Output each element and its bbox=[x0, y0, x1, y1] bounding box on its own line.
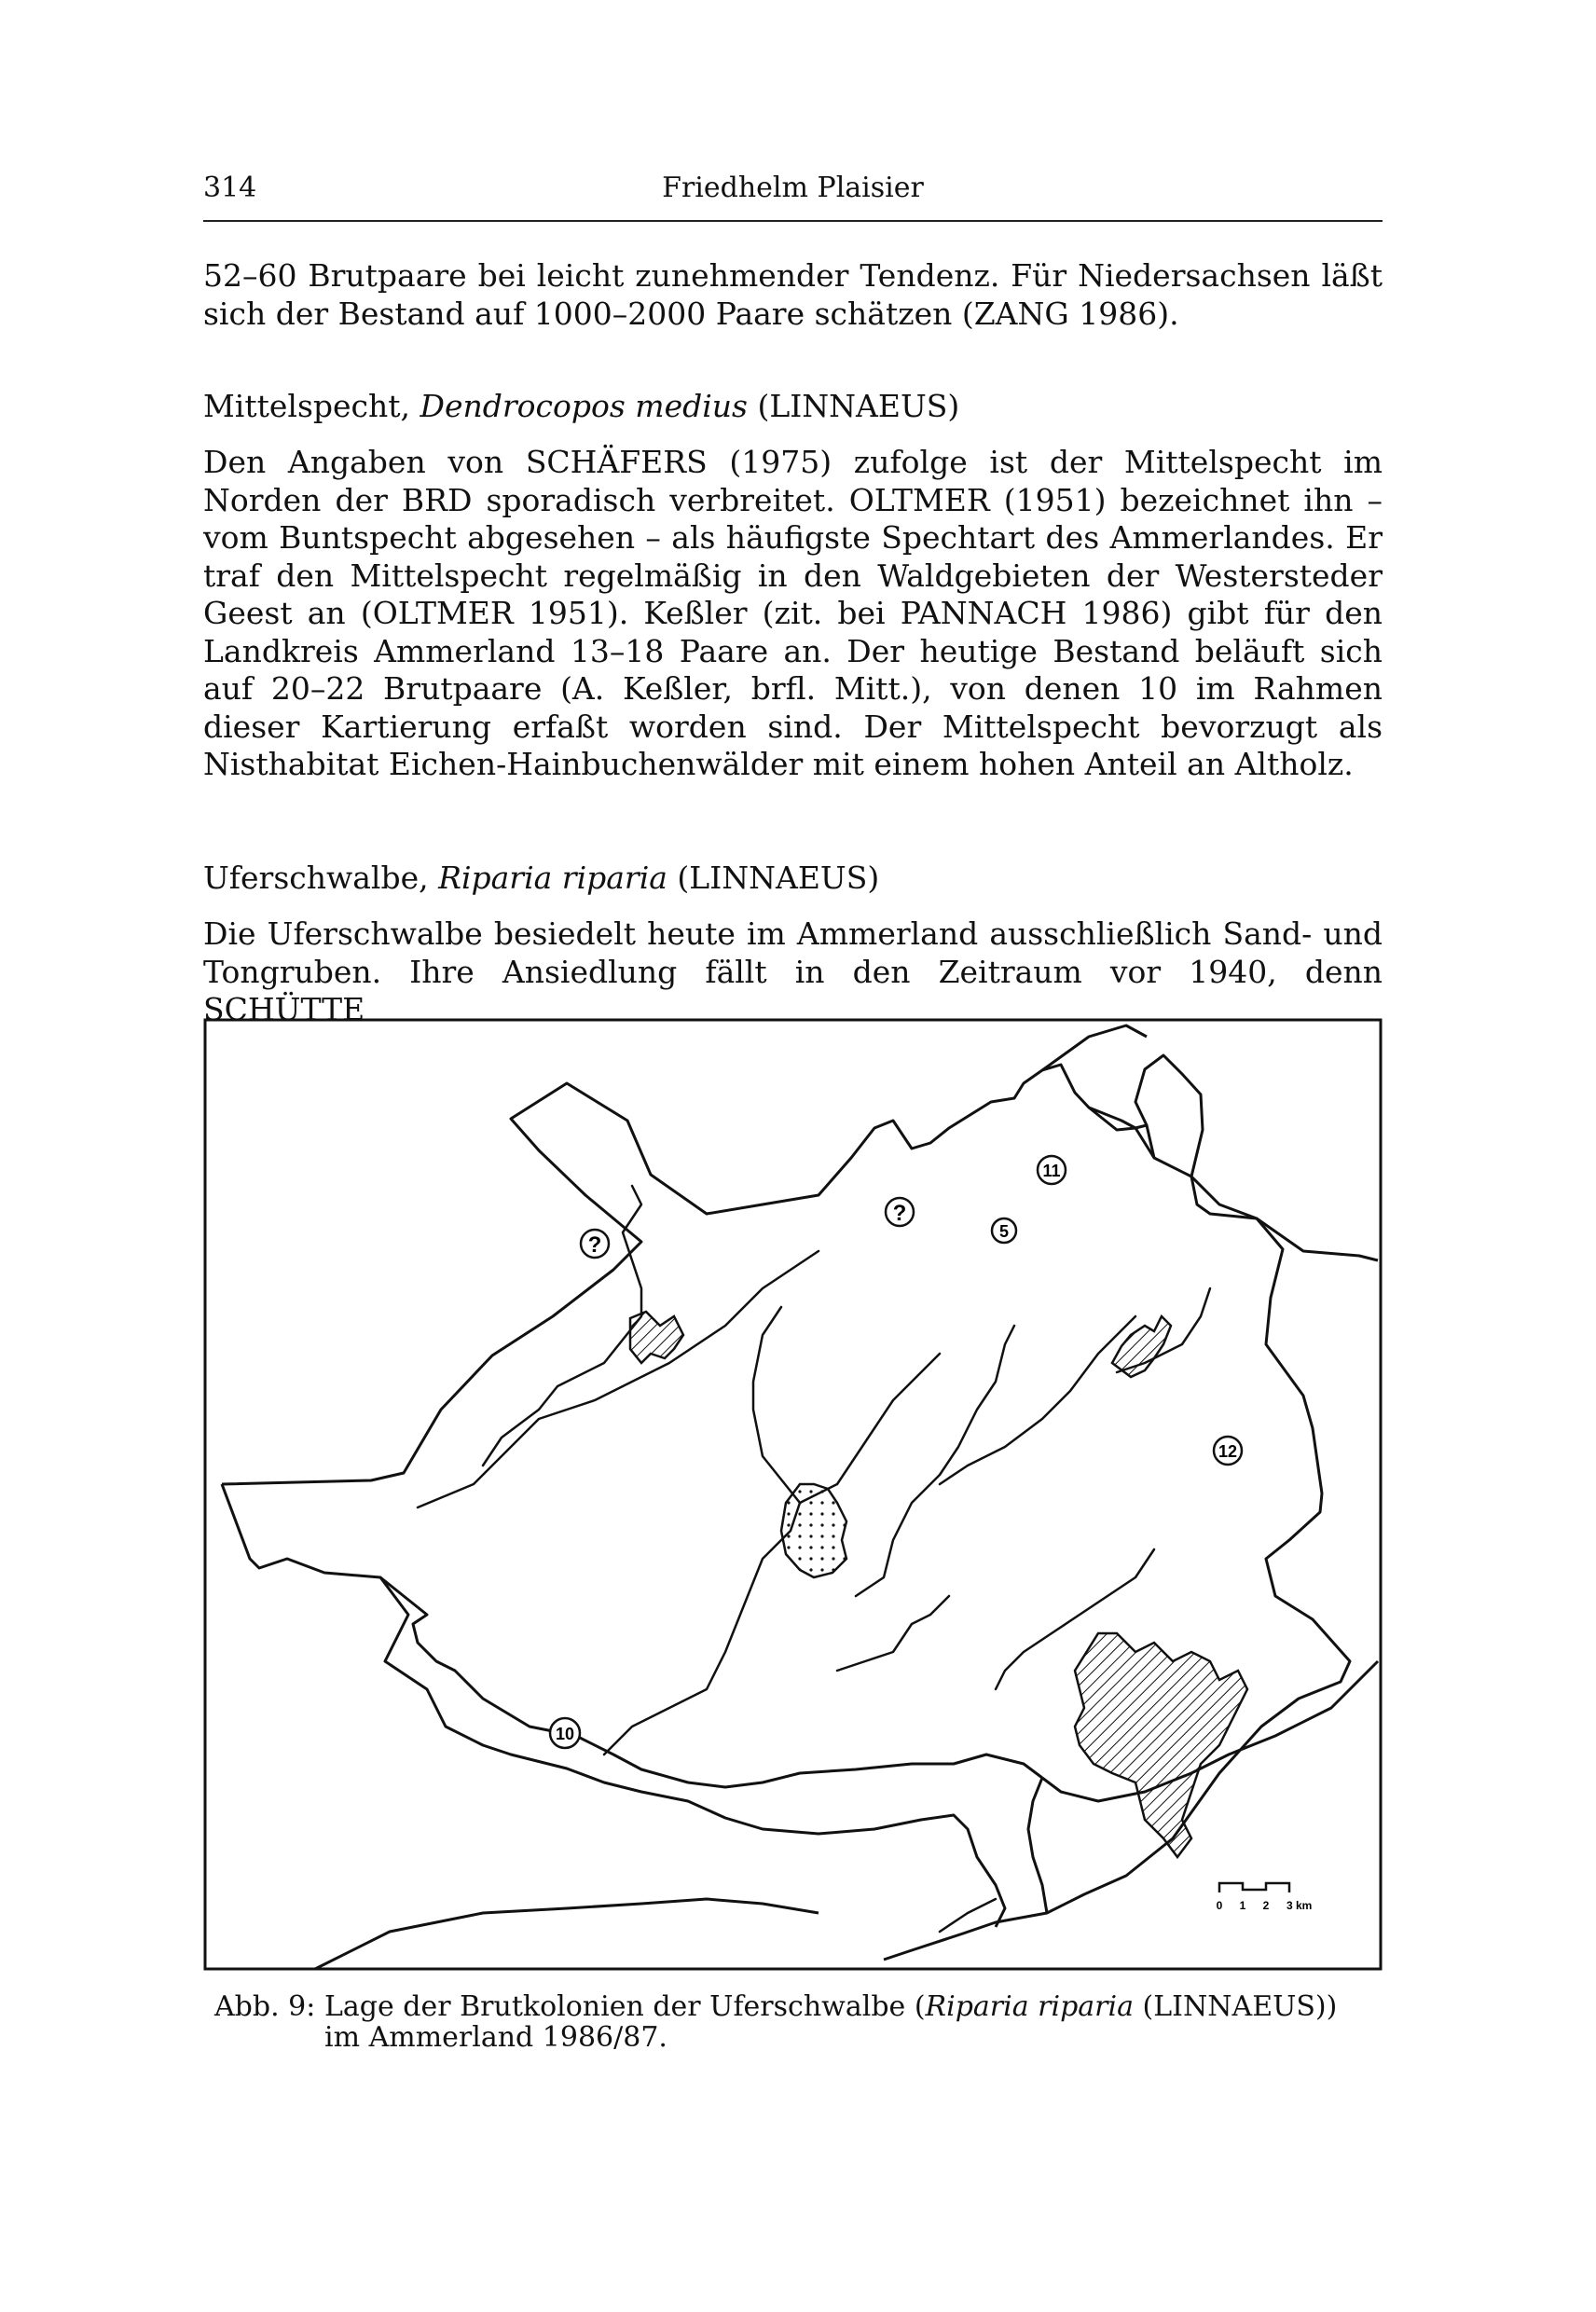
south-west-line bbox=[315, 1899, 819, 1969]
marker-5 bbox=[992, 1218, 1016, 1243]
marker-10 bbox=[550, 1718, 580, 1748]
species-latin-name: Riparia riparia bbox=[438, 860, 667, 896]
svg-text:?: ? bbox=[892, 1201, 907, 1226]
species-heading-uferschwalbe bbox=[203, 860, 1383, 897]
neighbour-boundary-east bbox=[1191, 1177, 1378, 1260]
neighbour-boundary-north bbox=[1042, 1025, 1147, 1070]
paragraph-uferschwalbe: Die Uferschwalbe besiedelt heute im Ammerland ausschließlich Sand- und Tongruben. Ihre Ansiedlung fällt in den Zeitraum vor 1940, denn SCHÜTTE bbox=[203, 915, 1383, 1027]
map-figure bbox=[203, 1018, 1383, 1971]
settlement-hatched-north-east bbox=[1112, 1316, 1171, 1377]
caption-label: Abb. 9: bbox=[214, 1990, 316, 2023]
species-latin-name: Dendrocopos medius bbox=[420, 388, 748, 424]
header-rule bbox=[203, 220, 1383, 222]
caption-text-before: Lage der Brutkolonien der Uferschwalbe ( bbox=[324, 1990, 926, 2023]
paragraph-bestand: 52–60 Brutpaare bei leicht zunehmender Tendenz. Für Niedersachsen läßt sich der Bestand auf 1000–2000 Paare schätzen (ZANG 1986). bbox=[203, 257, 1383, 332]
marker-12 bbox=[1214, 1437, 1242, 1465]
settlement-hatched-south-east bbox=[1075, 1633, 1247, 1857]
species-name: Mittelspecht, bbox=[203, 388, 420, 424]
caption-text-after: (LINNAEUS)) im Ammerland 1986/87. bbox=[324, 1990, 1338, 2054]
settlement-dotted-center bbox=[781, 1484, 846, 1577]
ammerland-map bbox=[203, 1018, 1383, 1971]
svg-text:10: 10 bbox=[555, 1725, 575, 1743]
district-boundary-south bbox=[380, 1577, 1005, 1927]
species-author: (LINNAEUS) bbox=[747, 388, 960, 424]
svg-text:?: ? bbox=[587, 1232, 602, 1258]
species-author: (LINNAEUS) bbox=[667, 860, 880, 896]
neighbour-boundary bbox=[1135, 1055, 1203, 1177]
species-name: Uferschwalbe, bbox=[203, 860, 439, 896]
marker-question-center bbox=[886, 1198, 914, 1226]
species-heading-mittelspecht bbox=[203, 388, 1383, 425]
svg-text:2: 2 bbox=[1262, 1899, 1270, 1912]
running-head: Friedhelm Plaisier bbox=[662, 172, 924, 204]
svg-text:1: 1 bbox=[1239, 1899, 1246, 1912]
settlement-hatched-west bbox=[630, 1312, 683, 1363]
svg-text:0: 0 bbox=[1216, 1899, 1223, 1912]
svg-text:5: 5 bbox=[998, 1222, 1010, 1241]
marker-question-west bbox=[581, 1230, 609, 1258]
paragraph-mittelspecht: Den Angaben von SCHÄFERS (1975) zufolge ist der Mittelspecht im Norden der BRD sporadisch verbreitet. OLTMER (1951) bezeichnet ihn – vom Buntspecht abgesehen – als häufigste Spechtart des Ammerlandes. Er traf den Mittelspecht regelmäßig in den Waldgebieten der Westersteder Geest an (OLTMER 1951). Keßler (zit. bei PANNACH 1986) gibt für den Landkreis Ammerland 13–18 Paare an. Der heutige Bestand beläuft sich auf 20–22 Brutpaare (A. Keßler, brfl. Mitt.), von denen 10 im Rahmen dieser Kartierung erfaßt worden sind. Der Mittelspecht bevorzugt als Nisthabitat Eichen-Hainbuchenwälder mit einem hohen Anteil an Altholz. bbox=[203, 444, 1383, 782]
scale-bar bbox=[1217, 1883, 1313, 1912]
marker-11 bbox=[1038, 1156, 1066, 1184]
svg-text:11: 11 bbox=[1042, 1162, 1061, 1180]
south-east-line bbox=[1028, 1778, 1047, 1913]
page-number: 314 bbox=[203, 172, 257, 204]
caption-latin-name: Riparia riparia bbox=[925, 1990, 1135, 2023]
district-boundary-west bbox=[222, 1484, 1042, 1787]
caption-text bbox=[324, 1991, 1378, 2053]
svg-text:12: 12 bbox=[1218, 1442, 1238, 1461]
svg-text:3 km: 3 km bbox=[1286, 1899, 1313, 1912]
page-header bbox=[203, 166, 1383, 213]
